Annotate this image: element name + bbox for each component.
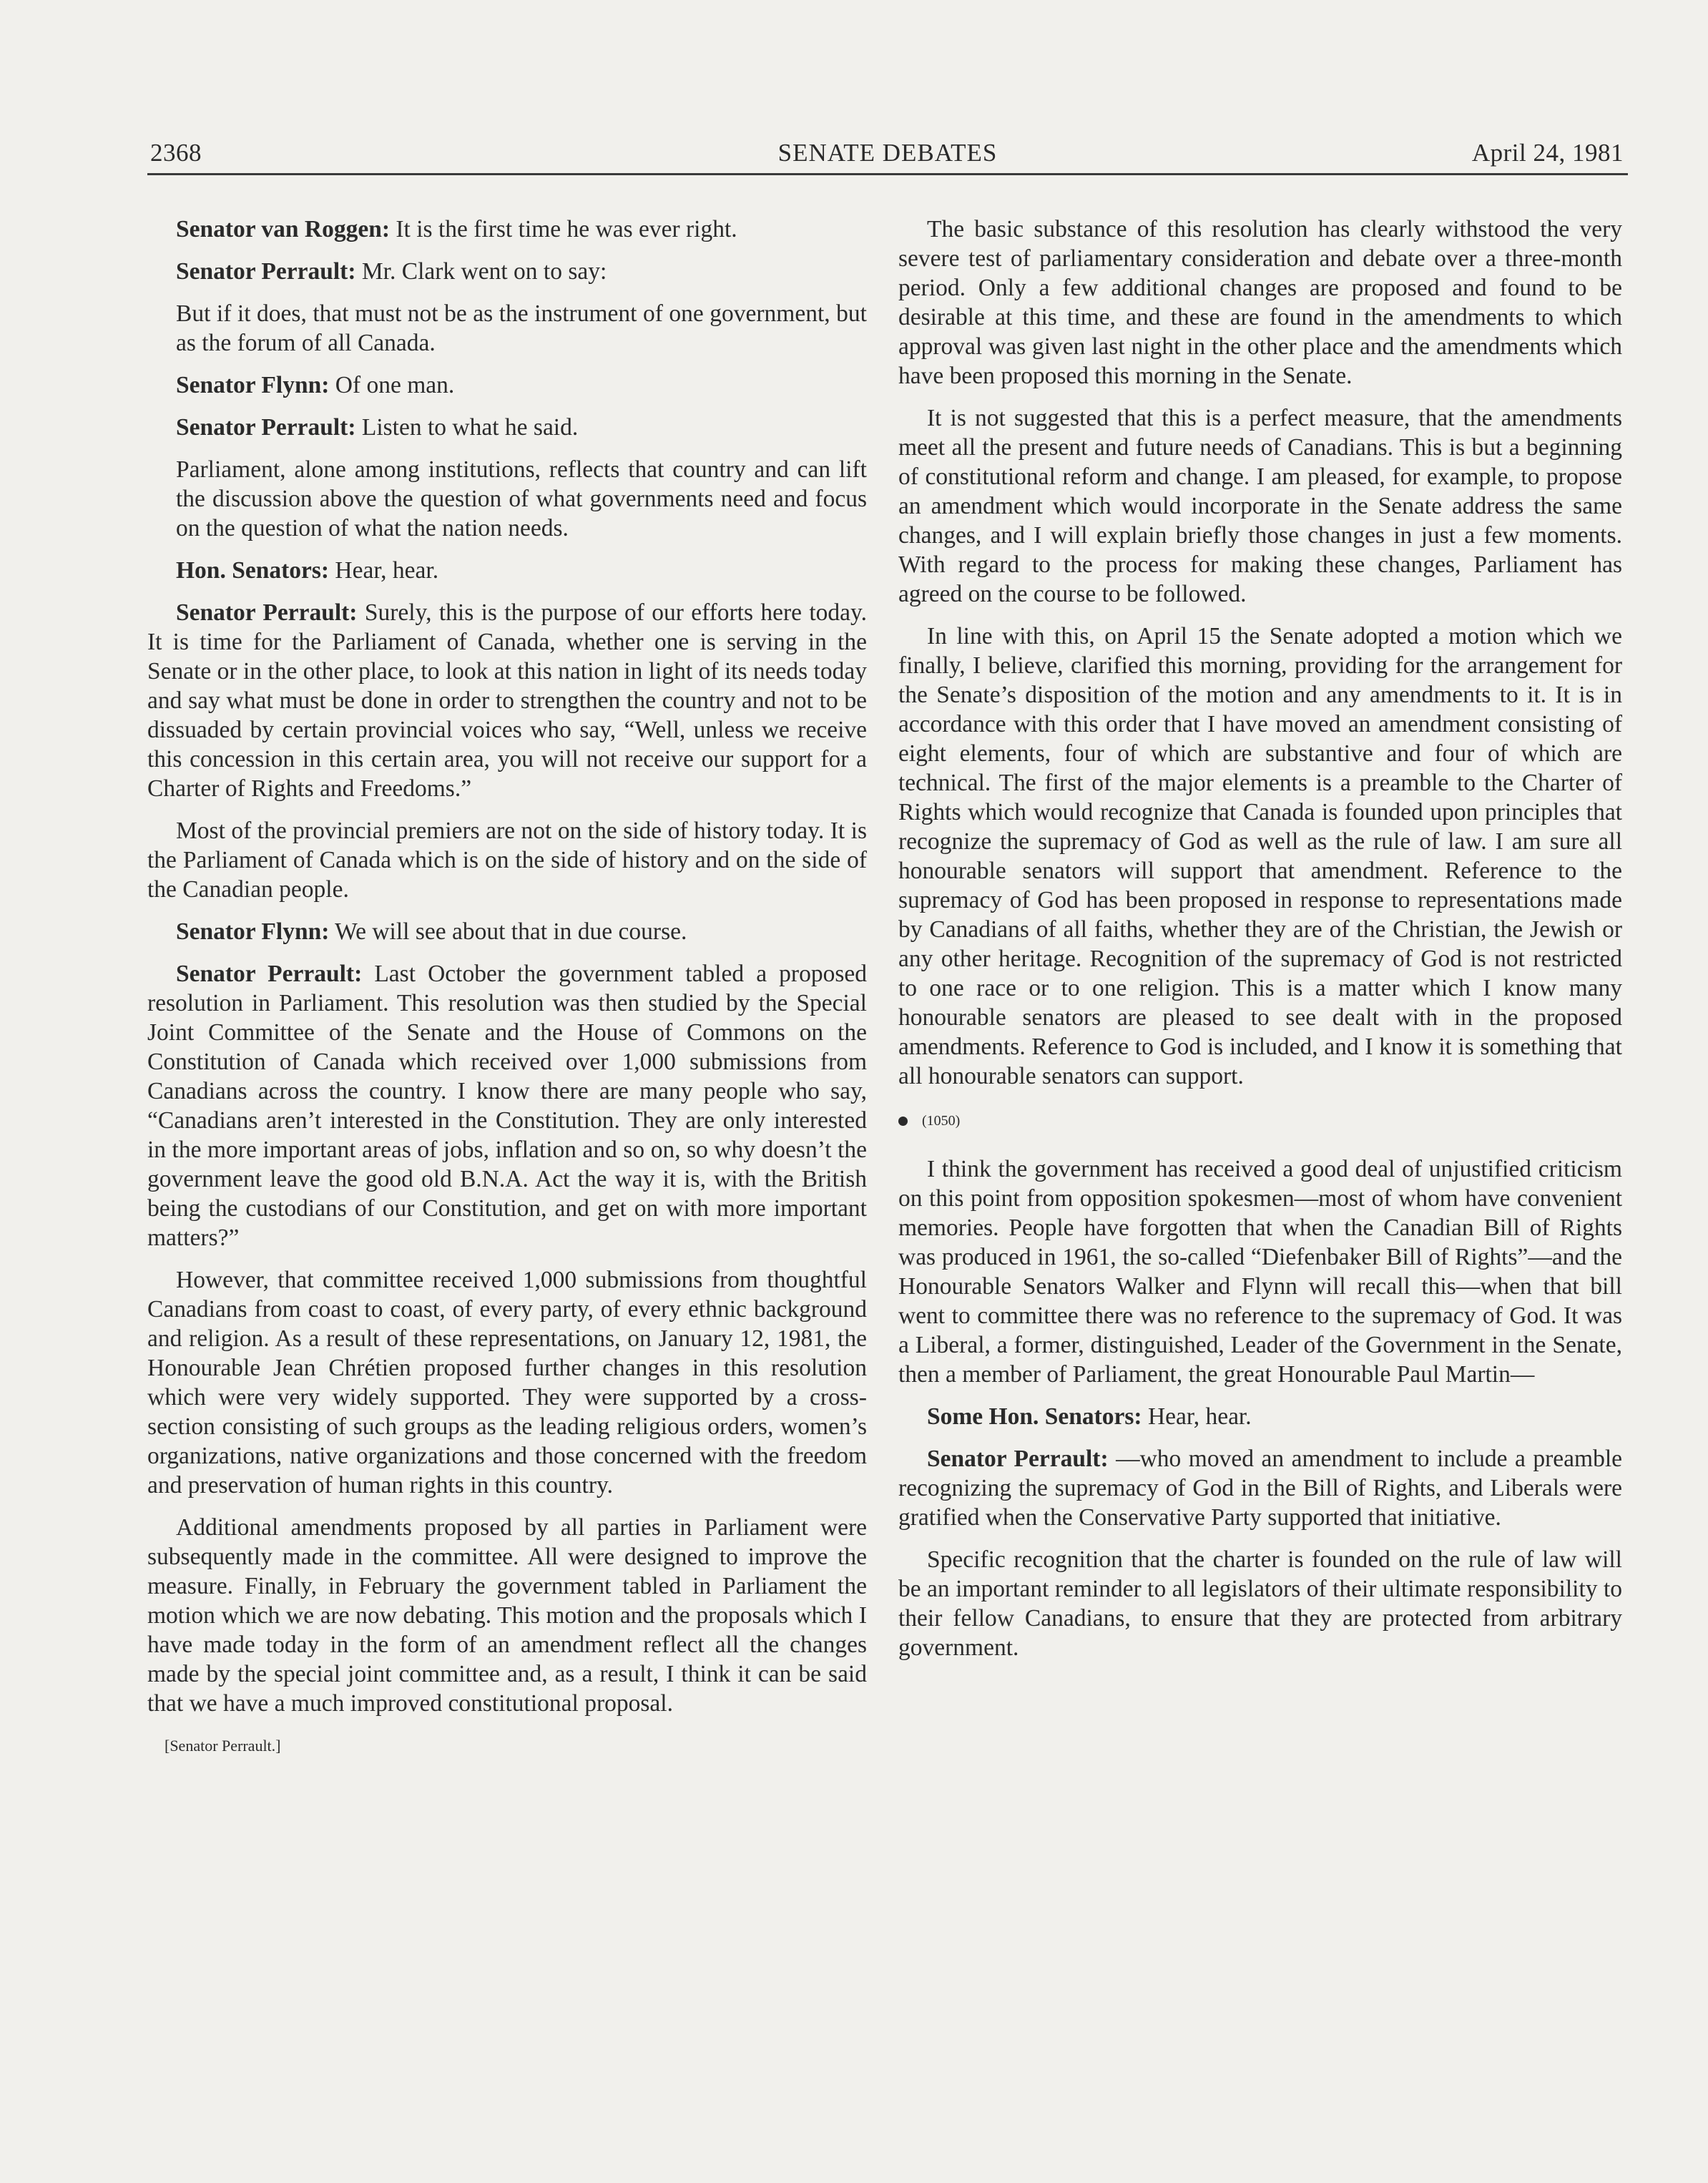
- speaker-continuation-note: [Senator Perrault.]: [165, 1737, 281, 1755]
- speaker-name: Senator Perrault:: [176, 414, 356, 441]
- speaker-name: Senator Flynn:: [176, 372, 330, 398]
- paragraph: [147, 556, 867, 585]
- speech-text: Mr. Clark went on to say:: [355, 258, 607, 285]
- speech-text: Hear, hear.: [1142, 1403, 1252, 1430]
- block-quote: But if it does, that must not be as the instrument of one government, but as the forum of all Canada.: [176, 300, 867, 356]
- speaker-name: Senator Perrault:: [176, 258, 356, 285]
- paragraph: [147, 413, 867, 442]
- speaker-name: Senator Perrault:: [927, 1446, 1109, 1472]
- paragraph: [147, 257, 867, 286]
- paragraph: [147, 598, 867, 803]
- paragraph: I think the government has received a good deal of unjustified criticism on this point from opposition spokesmen—most of whom have convenient memories. People have forgotten that when the Canadian Bill of Rights was produced in 1961, the so-called “Diefenbaker Bill of Rights”—and the Honourable Senators Walker and Flynn will recall this—when that bill went to committee there was no reference to the supremacy of God. It was a Liberal, a former, distinguished, Leader of the Government in the Senate, then a member of Parliament, the great Honourable Paul Martin—: [898, 1156, 1622, 1388]
- speech-text: Last October the government tabled a proposed resolution in Parliament. This resolution was then studied by the Special Joint Committee of the Senate and the House of Commons on the Constitution of Canada which received over 1,000 submissions from Canadians across the country. I know there are many people who say, “Canadians aren’t interested in the Constitution. They are only interested in the more important areas of jobs, inflation and so on, so why doesn’t the government leave the good old B.N.A. Act the way it is, with the British being the custodians of our Constitution, and get on with more important matters?”: [147, 961, 867, 1251]
- publication-title: SENATE DEBATES: [777, 139, 998, 167]
- page-header: [147, 137, 1628, 175]
- paragraph: [898, 1402, 1622, 1431]
- speech-text: Listen to what he said.: [355, 414, 579, 441]
- paragraph: [147, 959, 867, 1252]
- paragraph: However, that committee received 1,000 submissions from thoughtful Canadians from coast to coast, of every party, of every ethnic background and religion. As a result of these representations, on January 12, 1981, the Honourable Jean Chrétien proposed further changes in this resolution which were very widely supported. They were supported by a cross-section consisting of such groups as the leading religious orders, women’s organizations, native organizations and those concerned with the freedom and preservation of human rights in this country.: [147, 1267, 867, 1498]
- speaker-name: Senator Perrault:: [176, 961, 363, 987]
- paragraph: Specific recognition that the charter is founded on the rule of law will be an important reminder to all legislators of their ultimate responsibility to their fellow Canadians, to ensure that they are protected from arbitrary government.: [898, 1546, 1622, 1661]
- time-marker: [898, 1107, 1622, 1136]
- bullet-icon: [898, 1117, 908, 1126]
- right-column: [898, 215, 1622, 1675]
- speech-text: Surely, this is the purpose of our efforts here today. It is time for the Parliament of Canada, whether one is serving in the Senate or in the other place, to look at this nation in light of its needs today and say what must be done in order to strengthen the country and not to be dissuaded by certain provincial voices who say, “Well, unless we receive this concession in this certain area, you will not receive our support for a Charter of Rights and Freedoms.”: [147, 599, 867, 802]
- page-number: 2368: [150, 139, 202, 167]
- speaker-name: Senator Perrault:: [176, 599, 358, 626]
- speaker-name: Senator van Roggen:: [176, 216, 391, 242]
- speech-text: It is the first time he was ever right.: [390, 216, 737, 242]
- paragraph: The basic substance of this resolution has clearly withstood the very severe test of parliamentary consideration and debate over a three-month period. Only a few additional changes are proposed and found to be desirable at this time, and these are found in the amendments to which approval was given last night in the other place and the amendments which have been proposed this morning in the Senate.: [898, 216, 1622, 389]
- time-marker-label: (1050): [922, 1113, 961, 1129]
- paragraph: [898, 1444, 1622, 1532]
- paragraph: It is not suggested that this is a perfect measure, that the amendments meet all the present and future needs of Canadians. This is but a beginning of constitutional reform and change. I am pleased, for example, to propose an amendment which would incorporate in the Senate address the same changes, and I will explain briefly those changes in just a few moments. With regard to the process for making these changes, Parliament has agreed on the course to be followed.: [898, 405, 1622, 607]
- paragraph: Most of the provincial premiers are not on the side of history today. It is the Parliament of Canada which is on the side of history and on the side of the Canadian people.: [147, 818, 867, 903]
- issue-date: April 24, 1981: [1471, 139, 1624, 167]
- paragraph: [147, 917, 867, 946]
- speaker-name: Hon. Senators:: [176, 557, 330, 584]
- paragraph: [147, 371, 867, 400]
- paragraph: Additional amendments proposed by all parties in Parliament were subsequently made in the committee. All were designed to improve the measure. Finally, in February the government tabled in Parliament the motion which we are now debating. This motion and the proposals which I have made today in the form of an amendment reflect all the changes made by the special joint committee and, as a result, I think it can be said that we have a much improved constitutional proposal.: [147, 1514, 867, 1717]
- speech-text: We will see about that in due course.: [329, 918, 687, 945]
- speech-text: Hear, hear.: [329, 557, 439, 584]
- paragraph: [147, 215, 867, 244]
- block-quote: Parliament, alone among institutions, reflects that country and can lift the discussion above the question of what governments need and focus on the question of what the nation needs.: [176, 456, 867, 541]
- paragraph: In line with this, on April 15 the Senate adopted a motion which we finally, I believe, clarified this morning, providing for the arrangement for the Senate’s disposition of the motion and any amendments to it. It is in accordance with this order that I have moved an amendment consisting of eight elements, four of which are substantive and four of which are technical. The first of the major elements is a preamble to the Charter of Rights which would recognize that Canada is founded upon principles that recognize the supremacy of God as well as the rule of law. I am sure all honourable senators will support that amendment. Reference to the supremacy of God has been proposed in response to representations made by Canadians of all faiths, whether they are of the Christian, the Jewish or any other heritage. Recognition of the supremacy of God is not restricted to one race or to one religion. This is a matter which I know many honourable senators are pleased to see dealt with in the proposed amendments. Reference to God is included, and I know it is something that all honourable senators can support.: [898, 623, 1622, 1089]
- speaker-name: Senator Flynn:: [176, 918, 330, 945]
- speech-text: Of one man.: [329, 372, 455, 398]
- left-column: [147, 215, 867, 1773]
- speaker-name: Some Hon. Senators:: [927, 1403, 1142, 1430]
- speech-text: —who moved an amendment to include a preamble recognizing the supremacy of God in the Bill of Rights, and Liberals were gratified when the Conservative Party supported that initiative.: [898, 1446, 1622, 1531]
